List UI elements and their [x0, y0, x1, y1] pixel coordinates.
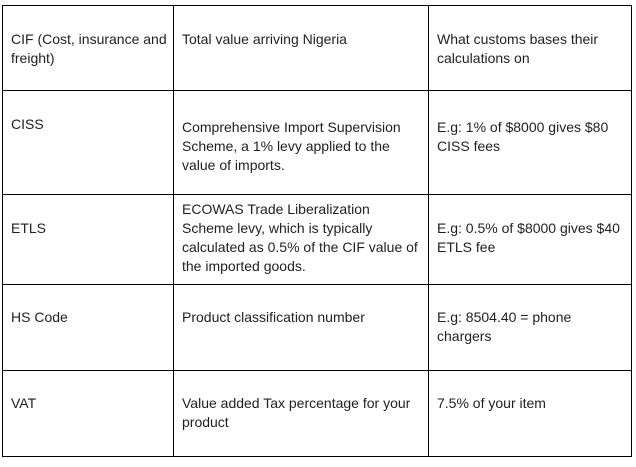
example-text: 7.5% of your item [437, 395, 546, 411]
table-row [3, 195, 632, 285]
term-text: ETLS [11, 220, 47, 236]
description-text: ECOWAS Trade Liberalization Scheme levy, which is typically calculated as 0.5% of the CIF value of the imported goods. [182, 201, 418, 274]
example-cell [429, 371, 632, 457]
example-text: E.g: 1% of $8000 gives $80 CISS fees [437, 119, 609, 154]
example-text: E.g: 0.5% of $8000 gives $40 ETLS fee [437, 220, 620, 255]
description-cell [174, 195, 429, 285]
table-row [3, 6, 632, 91]
description-cell [174, 285, 429, 371]
example-text: What customs bases their calculations on [437, 31, 599, 66]
description-cell [174, 91, 429, 195]
description-cell [174, 371, 429, 457]
description-text: Product classification number [182, 309, 365, 325]
term-cell [3, 195, 174, 285]
term-text: HS Code [11, 309, 68, 325]
term-cell [3, 371, 174, 457]
term-text: CISS [11, 116, 44, 132]
description-text: Comprehensive Import Supervision Scheme, a 1% levy applied to the value of imports. [182, 119, 401, 173]
term-cell [3, 6, 174, 91]
description-text: Value added Tax percentage for your product [182, 395, 411, 430]
table-row [3, 371, 632, 457]
example-cell [429, 195, 632, 285]
table-row [3, 91, 632, 195]
description-cell [174, 6, 429, 91]
example-cell [429, 6, 632, 91]
description-text: Total value arriving Nigeria [182, 31, 347, 47]
import-terms-table [2, 5, 632, 457]
term-cell [3, 91, 174, 195]
example-text: E.g: 8504.40 = phone chargers [437, 309, 572, 344]
term-text: CIF (Cost, insurance and freight) [11, 31, 167, 66]
term-text: VAT [11, 395, 37, 411]
example-cell [429, 285, 632, 371]
table-row [3, 285, 632, 371]
term-cell [3, 285, 174, 371]
example-cell [429, 91, 632, 195]
